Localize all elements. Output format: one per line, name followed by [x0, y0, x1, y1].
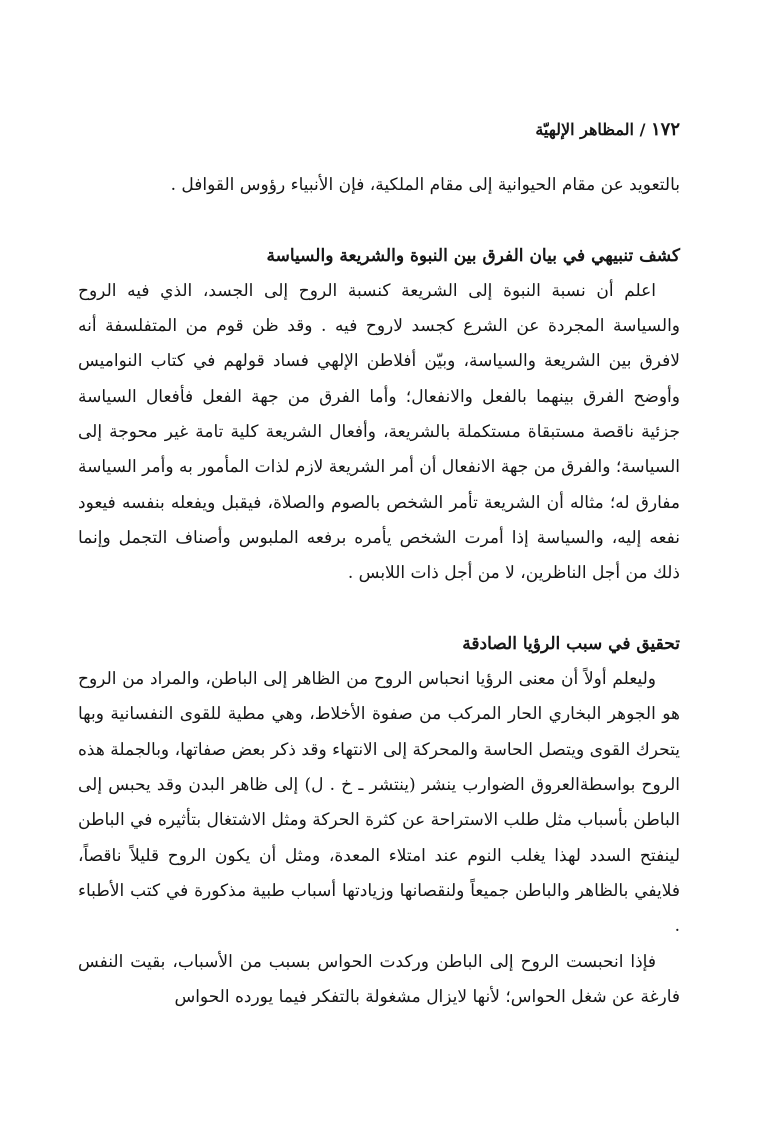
page-body	[78, 168, 680, 1015]
section-heading-prophecy-law-politics: كشف تنبيهي في بيان الفرق بين النبوة والشريعة والسياسة	[266, 245, 680, 266]
opening-line: بالتعويد عن مقام الحيوانية إلى مقام الملكية، فإن الأنبياء رؤوس القوافل .	[170, 175, 680, 195]
section-paragraph: وليعلم أولاً أن معنى الرؤيا انحباس الروح من الظاهر إلى الباطن، والمراد من الروح هو الجوهر البخاري الحار المركب من صفوة الأخلاط، وهي مطية للقوى النفسانية وبها يتحرك القوى ويتصل الحاسة والمحركة إلى الانتهاء وقد ذكر بعض صفاتها، وبالجملة هذه الروح بواسطةالعروق الضوارب ينشر (ينتشر ـ خ . ل) إلى ظاهر البدن وقد يحبس إلى الباطن بأسباب مثل طلب الاستراحة عن كثرة الحركة ومثل الاشتغال بتأثيره في الباطن لينفتح السدد لهذا يغلب النوم عند امتلاء المعدة، ومثل أن يكون الروح قليلاً ناقصاً، فلايفي بالظاهر والباطن جميعاً ولنقصانها وزيادتها أسباب طبية مذكورة في كتب الأطباء .	[78, 669, 680, 937]
section-heading-true-dreams: تحقيق في سبب الرؤيا الصادقة	[462, 633, 680, 654]
section-paragraph: اعلم أن نسبة النبوة إلى الشريعة كنسبة الروح إلى الجسد، الذي فيه الروح والسياسة المجردة عن الشرع كجسد لاروح فيه . وقد ظن قوم من المتفلسفة أنه لافرق بين الشريعة والسياسة، وبيّن أفلاطن الإلهي فساد قولهم في كتاب النواميس وأوضح الفرق بينهما بالفعل والانفعال؛ وأما الفرق من جهة الفعل فأفعال السياسة جزئية ناقصة مستبقاة مستكملة بالشريعة، وأفعال الشريعة كلية تامة غير محوجة إلى السياسة؛ والفرق من جهة الانفعال أن أمر الشريعة لازم لذات المأمور به وأمر السياسة مفارق له؛ مثاله أن الشريعة تأمر الشخص بالصوم والصلاة، فيقبل ويفعله بنفسه فيعود نفعه إليه، والسياسة إذا أمرت الشخص يأمره برفعه الملبوس وأصناف التجمل وإنما ذلك من أجل الناظرين، لا من أجل ذات اللابس .	[78, 280, 680, 584]
section-spacer	[78, 592, 680, 627]
section-paragraph: فإذا انحبست الروح إلى الباطن وركدت الحواس بسبب من الأسباب، بقيت النفس فارغة عن شغل الحواس؛ لأنها لايزال مشغولة بالتفكر فيما يورده الحواس	[78, 951, 680, 1007]
section-spacer	[78, 203, 680, 238]
page-number: ١٧٢	[650, 119, 680, 140]
book-title: المظاهر الإلهيّة	[535, 120, 634, 139]
running-header	[100, 118, 680, 142]
header-separator: /	[639, 120, 646, 139]
